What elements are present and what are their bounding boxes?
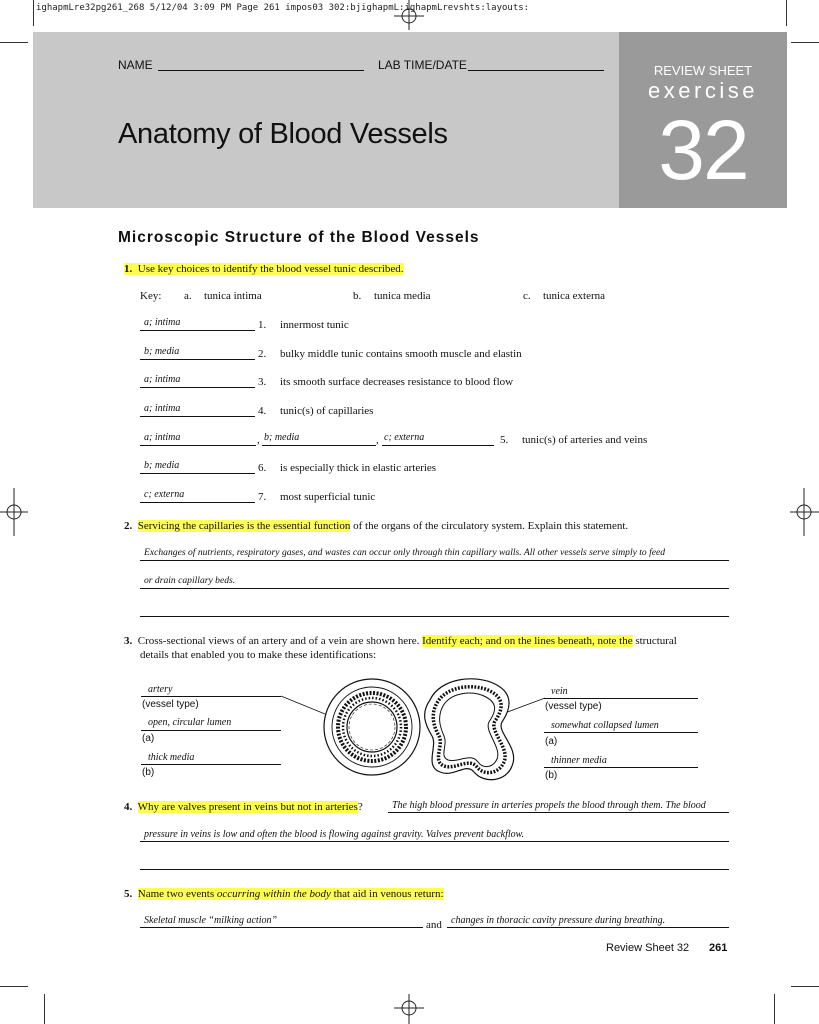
- vessel-type-line[interactable]: [141, 696, 281, 697]
- detail-b-label: (b): [545, 770, 558, 781]
- item-number-2: 2.: [258, 348, 267, 360]
- key-c-text: tunica externa: [543, 290, 605, 302]
- answer-line-7[interactable]: [140, 502, 255, 503]
- question-number: 5.: [124, 888, 133, 900]
- item-number-7: 7.: [258, 491, 267, 503]
- item-text-5: tunic(s) of arteries and veins: [522, 434, 648, 446]
- question-3-prompt: [124, 635, 677, 647]
- answer-line-2[interactable]: [140, 359, 255, 360]
- item-number-4: 4.: [258, 405, 267, 417]
- answer-line-3[interactable]: [140, 387, 255, 388]
- answer-4-line-1: The high blood pressure in arteries propels the blood through them. The blood: [392, 800, 706, 811]
- question-number: 4.: [124, 801, 133, 813]
- answer-6: b; media: [144, 460, 180, 471]
- question-5-prompt: [124, 888, 444, 900]
- answer-5-first: Skeletal muscle “milking action”: [144, 915, 278, 926]
- highlighted-text: Why are valves present in veins but not in arteries: [137, 801, 358, 813]
- exercise-number: 32: [658, 103, 748, 197]
- answer-line-1[interactable]: [140, 330, 255, 331]
- exercise-label: exercise: [648, 78, 758, 103]
- prompt-text-italic: occurring within the body: [216, 888, 331, 900]
- key-a-text: tunica intima: [204, 290, 262, 302]
- vein-cross-section: [425, 679, 514, 780]
- answer-line-5a[interactable]: [140, 445, 256, 446]
- page-title: Anatomy of Blood Vessels: [118, 118, 448, 150]
- comma-separator: ,: [257, 434, 260, 446]
- prompt-text: ?: [357, 801, 363, 813]
- item-text-4: tunic(s) of capillaries: [280, 405, 374, 417]
- item-number-3: 3.: [258, 376, 267, 388]
- answer-line[interactable]: [447, 927, 729, 928]
- highlighted-text: Identify each; and on the lines beneath, note the: [422, 635, 633, 647]
- section-title: Microscopic Structure of the Blood Vessels: [118, 229, 480, 246]
- key-label: Key:: [140, 290, 162, 302]
- artery-vessel-answer: artery: [148, 684, 173, 695]
- detail-b-label: (b): [142, 767, 155, 778]
- highlighted-text: [138, 888, 444, 900]
- vessel-type-label: (vessel type): [142, 699, 199, 710]
- item-text-6: is especially thick in elastic arteries: [280, 462, 437, 474]
- question-2-prompt: [124, 520, 628, 532]
- name-label: NAME: [118, 58, 153, 72]
- answer-line[interactable]: [140, 869, 729, 870]
- prompt-text: that aid in venous return:: [330, 888, 444, 900]
- vessel-cross-section-illustration: [270, 670, 560, 800]
- answer-line[interactable]: [140, 616, 729, 617]
- comma-separator: ,: [376, 434, 379, 446]
- vessel-type-label: (vessel type): [545, 701, 602, 712]
- vein-b-answer: thinner media: [551, 755, 607, 766]
- answer-2-line-1: Exchanges of nutrients, respiratory gases, and wastes can occur only through thin capillary walls. All other vessels serve simply to feed: [144, 547, 666, 558]
- answer-line-5c[interactable]: [382, 445, 494, 446]
- detail-b-line[interactable]: [544, 767, 698, 768]
- item-number-5: 5.: [500, 434, 509, 446]
- answer-5c: c; externa: [384, 432, 425, 443]
- lab-time-field[interactable]: [468, 70, 604, 71]
- item-number-1: 1.: [258, 319, 267, 331]
- answer-5-second: changes in thoracic cavity pressure during breathing.: [451, 915, 666, 926]
- item-text-3: its smooth surface decreases resistance to blood flow: [280, 376, 514, 388]
- detail-a-label: (a): [545, 736, 558, 747]
- prompt-text: of the organs of the circulatory system. Explain this statement.: [350, 520, 629, 532]
- answer-7: c; externa: [144, 489, 185, 500]
- question-4-prompt: [124, 801, 363, 813]
- item-text-2: bulky middle tunic contains smooth muscle and elastin: [280, 348, 522, 360]
- answer-line[interactable]: [140, 841, 729, 842]
- answer-line-5b[interactable]: [262, 445, 376, 446]
- answer-2: b; media: [144, 346, 180, 357]
- artery-b-answer: thick media: [148, 752, 195, 763]
- answer-line-6[interactable]: [140, 473, 255, 474]
- answer-line[interactable]: [140, 560, 729, 561]
- answer-line[interactable]: [140, 927, 423, 928]
- detail-a-label: (a): [142, 733, 155, 744]
- key-a-letter: a.: [184, 290, 192, 302]
- key-b-letter: b.: [353, 290, 362, 302]
- prompt-text: Use key choices to identify the blood vessel tunic described.: [137, 263, 404, 275]
- detail-a-line[interactable]: [141, 730, 281, 731]
- print-slug: ighapmLre32pg261_268 5/12/04 3:09 PM Page 261 impos03 302:bjighapmL:ighapmLrevshts:layouts:: [36, 3, 530, 13]
- answer-line[interactable]: [388, 812, 729, 813]
- vein-a-answer: somewhat collapsed lumen: [551, 720, 659, 731]
- item-text-7: most superficial tunic: [280, 491, 376, 503]
- answer-line[interactable]: [140, 588, 729, 589]
- review-sheet-label: REVIEW SHEET: [653, 63, 753, 78]
- page-number: 261: [709, 942, 728, 954]
- vein-vessel-answer: vein: [551, 686, 568, 697]
- answer-4: a; intima: [144, 403, 181, 414]
- answer-3: a; intima: [144, 374, 181, 385]
- answer-5b: b; media: [264, 432, 300, 443]
- detail-a-line[interactable]: [544, 732, 698, 733]
- question-3-prompt-line-2: details that enabled you to make these identifications:: [140, 649, 377, 661]
- vessel-type-line[interactable]: [544, 698, 698, 699]
- key-c-letter: c.: [523, 290, 531, 302]
- item-number-6: 6.: [258, 462, 267, 474]
- artery-a-answer: open, circular lumen: [148, 717, 232, 728]
- key-b-text: tunica media: [374, 290, 431, 302]
- artery-cross-section: [324, 679, 420, 775]
- answer-line-4[interactable]: [140, 416, 255, 417]
- highlighted-text: Servicing the capillaries is the essential function: [137, 520, 351, 532]
- question-number: 3.: [124, 635, 133, 647]
- prompt-text: Cross-sectional views of an artery and of a vein are shown here.: [137, 635, 423, 647]
- answer-4-line-2: pressure in veins is low and often the blood is flowing against gravity. Valves prevent backflow.: [144, 829, 525, 840]
- lab-time-label: LAB TIME/DATE: [378, 58, 467, 72]
- question-number: 1.: [124, 263, 133, 275]
- prompt-text: Name two events: [137, 888, 217, 900]
- answer-1: a; intima: [144, 317, 181, 328]
- prompt-text: structural: [632, 635, 677, 647]
- question-number: 2.: [124, 520, 133, 532]
- name-field[interactable]: [158, 70, 364, 71]
- footer-label: Review Sheet 32: [606, 942, 690, 954]
- answer-2-line-2: or drain capillary beds.: [144, 575, 236, 586]
- question-1-prompt: [124, 263, 404, 275]
- answer-5a: a; intima: [144, 432, 181, 443]
- detail-b-line[interactable]: [141, 764, 281, 765]
- and-connector: and: [426, 919, 442, 931]
- item-text-1: innermost tunic: [280, 319, 349, 331]
